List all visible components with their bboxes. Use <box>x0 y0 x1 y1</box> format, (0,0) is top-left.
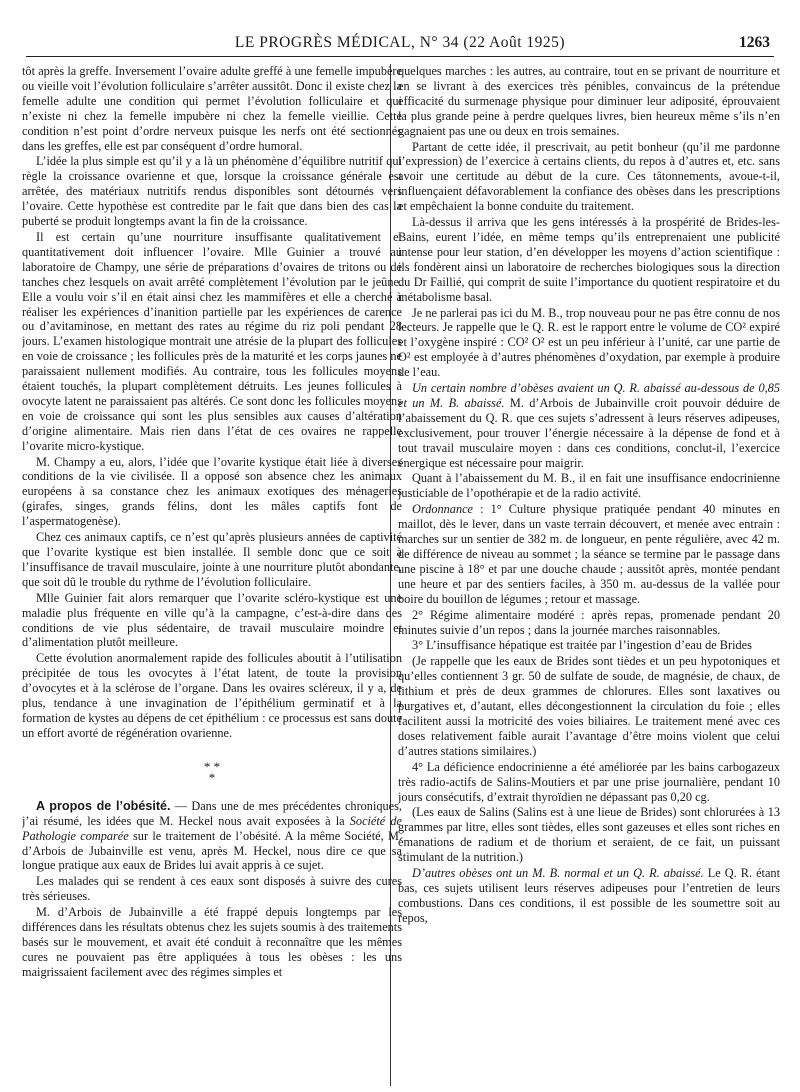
journal-title: LE PROGRÈS MÉDICAL, N° 34 (22 Août 1925) <box>234 34 566 51</box>
paragraph <box>398 866 780 926</box>
paragraph: 4° La déficience endocrinienne a été améliorée par les bains carbogazeux très radio-actifs de Salins-Moutiers et par une prise journalière, pendant 10 jours consécutifs, d’extrait thyroïdien ne dépassant pas 0,20 cg. <box>398 759 780 804</box>
paragraph <box>398 502 780 606</box>
paragraph: Il est certain qu’une nourriture insuffisante qualitativement et quantitativement doit influencer l’ovaire. Mlle Guinier a trouvé au laboratoire de Champy, une série de préparations d’ovaires de tritons ou de tanches chez lesquels on avait arrêté complètement l’évolution par le jeûne. Elle a voulu voir s’il en était ainsi chez les mammifères et elle a cherché à réaliser les expériences d’inanition partielle par les expériences de carence ou d’avitaminose, en mettant des rates au régime du riz poli pendant 28 jours. L’examen histologique montrait une atrésie de la plupart des follicules en voie de croissance ; les follicules près de la maturité et les corps jaunes ne paraissaient nullement modifiés. Au contraire, tous les follicules moyens étaient touchés, la plupart complètement détruits. Les jeunes follicules à ovocyte latent ne paraissaient pas altérés. Ce sont donc les follicules moyens en voie de croissance qui sont les plus sensibles aux causes d’altération d’origine alimentaire. Mais rien dans l’état de ces ovaires ne rappelle l’ovarite micro-kystique. <box>22 229 402 453</box>
paragraph: 2° Régime alimentaire modéré : après repas, promenade pendant 20 minutes suivie d’un repos ; dans la journée marches raisonnables. <box>398 607 780 637</box>
emphasis-text: D’autres obèses ont un M. B. normal et un Q. R. abaissé. <box>412 866 704 881</box>
running-header <box>26 34 774 57</box>
section-paragraph <box>22 799 402 874</box>
paragraph: tôt après la greffe. Inversement l’ovaire adulte greffé à une femelle impubère ou vieille voit l’évolution folliculaire s’arrêter aussitôt. Donc il existe chez la femelle adulte une condition qui permet l’évolution folliculaire et qui n’existe ni chez la femelle impubère ni chez la femelle vieillie. Cette condition n’est point d’ordre nerveux puisque les nerfs ont été sectionnés dans les greffes, elle est par conséquent d’ordre humoral. <box>22 64 402 153</box>
section-title: A propos de l’obésité. <box>36 798 171 813</box>
paragraph: 3° L’insuffisance hépatique est traitée par l’ingestion d’eau de Brides <box>412 638 752 653</box>
paragraph: Là-dessus il arriva que les gens intéressés à la prospérité de Brides-les-Bains, eurent l’idée, en même temps qu’ils entreprenaient une publicité intense pour leur station, d’en développer les moyens d’action scientifique : ils fondèrent ainsi un laboratoire de recherches biologiques sous la direction du Dr Faillié, qui comprit de suite l’importance du quotient respiratoire et du métabolisme basal. <box>398 215 780 304</box>
paragraph: M. Champy a eu, alors, l’idée que l’ovarite kystique était liée à diverses conditions de la vie civilisée. Il a opposé son absence chez les animaux européens à sa constance chez les animaux exotiques des ménageries (girafes, singes, grands félins, dont les mâles captifs font de l’aspermatogenèse). <box>22 454 402 529</box>
section-separator: * * * <box>203 758 221 785</box>
paragraph: (Les eaux de Salins (Salins est à une lieue de Brides) sont chlorurées à 13 grammes par litre, elles sont tièdes, elles sont gazeuses et elles sont riches en émanations de radium et de thorium et seraient, de ce fait, un puissant stimulant de la nutrition.) <box>398 805 780 865</box>
page-number: 1263 <box>739 34 770 51</box>
paragraph: Mlle Guinier fait alors remarquer que l’ovarite scléro-kystique est une maladie plus fréquente en ville qu’à la campagne, c’est-à-dire dans des conditions de vie plus sédentaire, de travail musculaire moindre et d’alimentation plutôt meilleure. <box>22 590 402 650</box>
paragraph-text: Le Q. R. étant bas, ces sujets utilisent leurs réserves adipeuses pour l’entretien de leurs combustions. Dans ces conditions, il est possible de les soumettre soit au repos, <box>398 866 780 925</box>
paragraph-text: sur le traitement de l’obésité. A la même Société, M. d’Arbois de Jubainville est venu, après M. Heckel, nous dire ce que sa longue pratique aux eaux de Brides lui avait appris à ce sujet. <box>22 828 402 873</box>
paragraph: quelques marches : les autres, au contraire, tout en se privant de nourriture et en se livrant à des exercices très pénibles, convaincus de la prétendue efficacité du surmenage physique pour diminuer leur adiposité, éprouvaient la plus grande peine à perdre quelques livres, bien heureux même s’ils n’en gagnaient pas une ou deux en trois semaines. <box>398 64 780 138</box>
paragraph <box>398 381 780 470</box>
paragraph: Cette évolution anormalement rapide des follicules aboutit à l’utilisation précipitée de tous les ovocytes à l’état latent, de toute la provision d’ovocytes et à la sclérose de l’organe. Dans les ovaires scléreux, il y a, de plus, tendance à une invagination de l’épithélium germinatif et à la formation de kystes au dépens de cet épithélium : ce processus est sans doute un effort avorté de régénération ovarienne. <box>22 651 402 740</box>
paragraph: Les malades qui se rendent à ces eaux sont disposés à suivre des cures très sérieuses. <box>22 874 402 904</box>
paragraph: Quant à l’abaissement du M. B., il en fait une insuffisance endocrinienne justiciable de l’opothérapie et de la radio activité. <box>398 471 780 501</box>
paragraph: Je ne parlerai pas ici du M. B., trop nouveau pour ne pas être connu de nos lecteurs. Je rappelle que le Q. R. est le rapport entre le volume de CO² expiré et l’oxygène inspiré : CO² O² est un peu inférieur à l’unité, car une partie de O² est employée à d’autres phénomènes d’oxydation, par exemple à produire de l’eau. <box>398 305 780 380</box>
emphasis-text: Un certain nombre d’obèses avaient un Q. R. abaissé au-dessous de 0,85 et un M. B. abaissé. <box>398 381 780 410</box>
paragraph: (Je rappelle que les eaux de Brides sont tièdes et un peu hypotoniques et qu’elles contiennent 3 gr. 50 de sulfate de soude, de magnésie, de chaux, de lithium et près de deux grammes de chlorures. Elles sont laxatives ou purgatives et, d’autant, elles décongestionnent la circulation du foie ; elles facilitent aussi la motricité des voies biliaires. Le traitement mené avec ces doses relativement faible aurait l’avantage d’être moins violent que celui d’autres stations similaires.) <box>398 654 780 758</box>
journal-reference: Société de Pathologie comparée <box>22 813 402 843</box>
left-column <box>22 64 402 1086</box>
paragraph-text: M. d’Arbois de Jubainville croit pouvoir déduire de l’abaissement du Q. R. que ces sujets s’adressent à leurs réserves adipeuses, exclusivement, pour trouver l’énergie nécessaire à la dépense de fond et à tout travail musculaire moyen : dans ces conditions, conclut-il, l’exercice énergique est nécessaire pour maigrir. <box>398 395 780 470</box>
emphasis-text: Ordonnance <box>412 502 474 517</box>
paragraph-text: — Dans une de mes précédentes chroniques, j’ai résumé, les idées que M. Heckel nous avait exposées à la <box>22 798 402 828</box>
paragraph-text: : 1° Culture physique pratiquée pendant 40 minutes en maillot, dès le lever, dans un vaste terrain découvert, et menée avec entrain : marches sur un sentier de 382 m. de longueur, en pente régulière, avec 42 m. de différence de niveau au sommet ; la séance se termine par le passage dans une piscine à 18° et par une douche chaude ; aussitôt après, montée pendant une heure et par des sentiers faciles, à 350 m. au-dessus de la vallée pour boire du bouillon de légumes ; retour et massage. <box>398 502 780 606</box>
paragraph: Chez ces animaux captifs, ce n’est qu’après plusieurs années de captivité que l’ovarite kystique est bien installée. Il semble donc que ce soit à l’insuffisance de travail musculaire, jointe à une nourriture plutôt abondante, que soit dû le trouble du rythme de l’évolution folliculaire. <box>22 530 402 589</box>
paragraph: M. d’Arbois de Jubainville a été frappé depuis longtemps par les différences dans les résultats obtenus chez les sujets soumis à des traitements basés sur le mouvement, et avait été conduit à reconnaître que les mêmes cures ne pouvaient pas être appliquées à tous les obèses : les uns maigrissaient facilement avec des régimes simples et <box>22 905 402 979</box>
paragraph: L’idée la plus simple est qu’il y a là un phénomène d’équilibre nutritif qui règle la croissance ovarienne et que, lorsque la croissance générale est arrêtée, des matériaux nutritifs rendus disponibles sont détournés vers l’ovaire. Cette hypothèse est contredite par le fait que dans bien des cas la puberté se produit longtemps avant la fin de la croissance. <box>22 154 402 229</box>
right-column <box>398 64 780 1086</box>
paragraph: Partant de cette idée, il prescrivait, au petit bonheur (qu’il me pardonne l’expression) de l’exercice à certains clients, du repos à d’autres et, etc. sans avoir une certitude au début de la cure. Ces tâtonnements, avoue-t-il, influençaient défavorablement la confiance des obèses dans les prescriptions et empêchaient la bonne conduite du traitement. <box>398 139 780 214</box>
